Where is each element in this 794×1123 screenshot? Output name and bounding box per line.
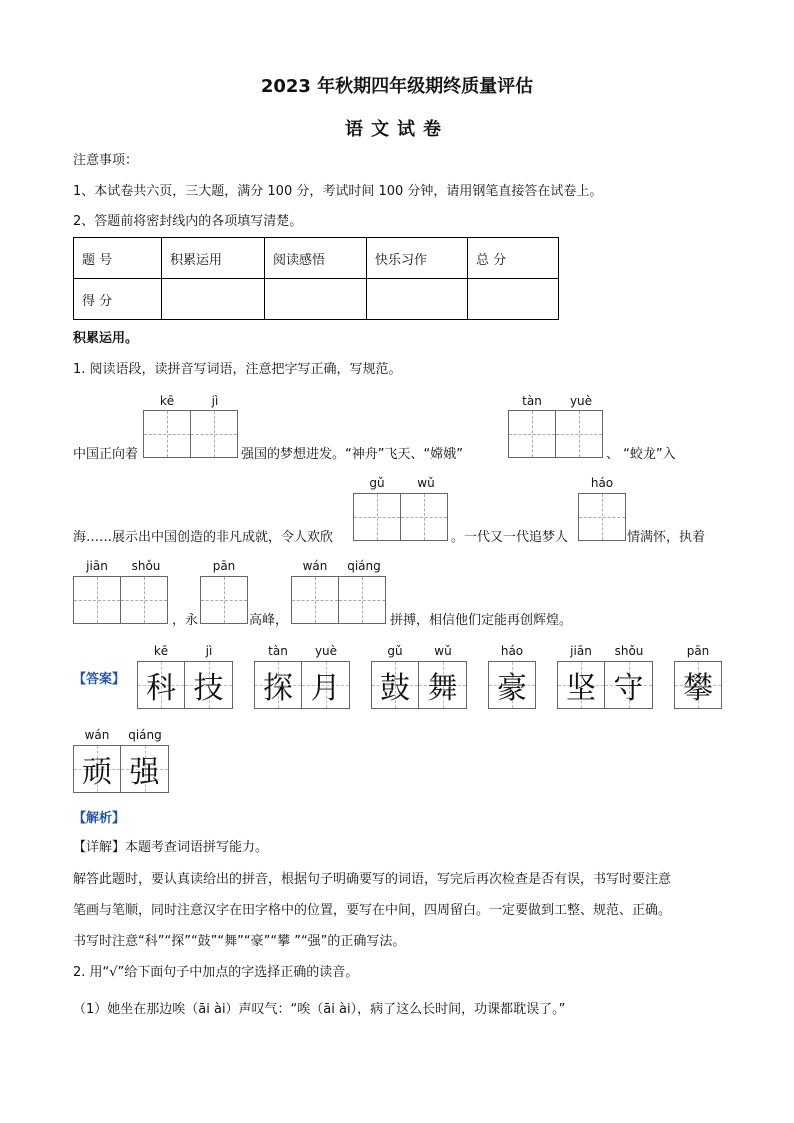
answer-word-hao <box>488 661 536 709</box>
analysis-paragraph-1: 解答此题时，要认真读给出的拼音，根据句子明确要写的词语，写完后再次检查是否有误，书写时要注意 <box>73 872 672 887</box>
notes-heading: 注意事项： <box>73 153 139 168</box>
answer-pinyin-jian: jiān <box>570 644 592 658</box>
pinyin-gu: gǔ <box>369 476 385 490</box>
pinyin-shou: shǒu <box>131 559 161 573</box>
score-row-label: 得 分 <box>74 279 162 320</box>
answer-char: 坚 <box>557 661 605 709</box>
grid-cell[interactable] <box>73 576 121 624</box>
pinyin-tan: tàn <box>522 394 542 408</box>
pinyin-qiang: qiáng <box>347 559 381 573</box>
grid-cell[interactable] <box>578 493 626 541</box>
answer-char: 攀 <box>674 661 722 709</box>
passage-line2-c: 情满怀，执着 <box>627 530 706 545</box>
answer-pinyin-ji: jì <box>205 644 213 658</box>
score-table <box>73 237 559 320</box>
pinyin-ke: kē <box>159 394 175 408</box>
answer-pinyin-wan: wán <box>84 728 110 742</box>
score-header-writing: 快乐习作 <box>367 238 468 279</box>
score-header-accumulation: 积累运用 <box>162 238 265 279</box>
passage-line1-c: 、 “蛟龙”入 <box>606 447 676 462</box>
score-cell[interactable] <box>265 279 367 320</box>
answer-pinyin-wu: wǔ <box>434 644 452 658</box>
grid-cell[interactable] <box>143 410 191 458</box>
answer-pinyin-qiang: qiáng <box>128 728 162 742</box>
grid-cell[interactable] <box>401 493 448 541</box>
answer-char: 顽 <box>73 745 121 793</box>
answer-label: 【答案】 <box>73 672 126 687</box>
answer-char: 豪 <box>488 661 536 709</box>
answer-pinyin-hao: háo <box>500 644 524 658</box>
answer-word-tanyue <box>254 661 350 709</box>
grid-cell[interactable] <box>200 576 248 624</box>
answer-pinyin-gu: gǔ <box>387 644 403 658</box>
answer-grid-keji[interactable] <box>143 410 238 458</box>
passage-line2-b: 。一代又一代追梦人 <box>451 530 569 545</box>
answer-word-jianshou <box>557 661 653 709</box>
score-cell[interactable] <box>468 279 559 320</box>
pinyin-pan: pān <box>212 559 236 573</box>
answer-grid-tanyue[interactable] <box>508 410 603 458</box>
answer-grid-guwu[interactable] <box>353 493 448 541</box>
answer-pinyin-ke: kē <box>153 644 169 658</box>
analysis-paragraph-2: 笔画与笔顺，同时注意汉字在田字格中的位置，要写在中间，四周留白。一定要做到工整、规范、正确。 <box>73 903 672 918</box>
grid-cell[interactable] <box>556 410 603 458</box>
answer-grid-jianshou[interactable] <box>73 576 168 624</box>
passage-line3-c: 拼搏，相信他们定能再创辉煌。 <box>390 613 573 628</box>
grid-cell[interactable] <box>191 410 238 458</box>
answer-char: 探 <box>254 661 302 709</box>
pinyin-jian: jiān <box>86 559 108 573</box>
answer-word-keji <box>137 661 233 709</box>
grid-cell[interactable] <box>121 576 168 624</box>
grid-cell[interactable] <box>353 493 401 541</box>
answer-word-wanqiang <box>73 745 169 793</box>
score-cell[interactable] <box>367 279 468 320</box>
passage-line2-a: 海……展示出中国创造的非凡成就，令人欢欣 <box>73 530 334 545</box>
grid-cell[interactable] <box>291 576 339 624</box>
answer-char: 强 <box>121 745 169 793</box>
grid-cell[interactable] <box>339 576 386 624</box>
pinyin-yue: yuè <box>569 394 593 408</box>
notes-item-2: 2、答题前将密封线内的各项填写清楚。 <box>73 214 303 229</box>
answer-char: 月 <box>302 661 350 709</box>
answer-char: 守 <box>605 661 653 709</box>
pinyin-ji: jì <box>211 394 219 408</box>
answer-grid-hao[interactable] <box>578 493 626 541</box>
passage-line3-a: ，永 <box>172 613 199 628</box>
answer-char: 舞 <box>419 661 467 709</box>
score-header-number: 题 号 <box>74 238 162 279</box>
answer-pinyin-pan: pān <box>686 644 710 658</box>
score-header-reading: 阅读感悟 <box>265 238 367 279</box>
analysis-paragraph-3: 书写时注意“科”“探”“鼓”“舞”“豪”“攀 ”“强”的正确写法。 <box>73 934 406 949</box>
exam-subtitle: 语文试卷 <box>345 119 449 140</box>
score-cell[interactable] <box>162 279 265 320</box>
pinyin-hao: háo <box>590 476 614 490</box>
answer-pinyin-yue: yuè <box>314 644 338 658</box>
answer-word-guwu <box>371 661 467 709</box>
passage-line1-a: 中国正向着 <box>73 447 139 462</box>
section1-heading: 积累运用。 <box>73 331 139 346</box>
answer-char: 技 <box>185 661 233 709</box>
question-2-item-1: （1）她坐在那边唉（āi ài）声叹气：“唉（āi ài），病了这么长时间，功课都耽误了。” <box>73 1002 566 1017</box>
answer-grid-pan[interactable] <box>200 576 248 624</box>
question-2-stem: 2. 用“√”给下面句子中加点的字选择正确的读音。 <box>73 965 359 980</box>
passage-line3-b: 高峰， <box>249 613 289 628</box>
score-header-total: 总 分 <box>468 238 559 279</box>
analysis-detail: 【详解】本题考查词语拼写能力。 <box>73 840 269 855</box>
passage-line1-b: 强国的梦想进发。“神舟”飞天、“嫦娥” <box>241 447 463 462</box>
exam-title: 2023 年秋期四年级期终质量评估 <box>260 76 534 97</box>
analysis-label: 【解析】 <box>73 811 126 826</box>
grid-cell[interactable] <box>508 410 556 458</box>
answer-word-pan <box>674 661 722 709</box>
answer-pinyin-shou: shǒu <box>614 644 644 658</box>
pinyin-wan: wán <box>302 559 328 573</box>
answer-grid-wanqiang[interactable] <box>291 576 386 624</box>
question-1-stem: 1. 阅读语段，读拼音写词语，注意把字写正确，写规范。 <box>73 362 402 377</box>
answer-pinyin-tan: tàn <box>268 644 288 658</box>
answer-char: 鼓 <box>371 661 419 709</box>
answer-char: 科 <box>137 661 185 709</box>
pinyin-wu: wǔ <box>417 476 435 490</box>
notes-item-1: 1、本试卷共六页，三大题，满分 100 分，考试时间 100 分钟，请用钢笔直接答在试卷上。 <box>73 184 603 199</box>
